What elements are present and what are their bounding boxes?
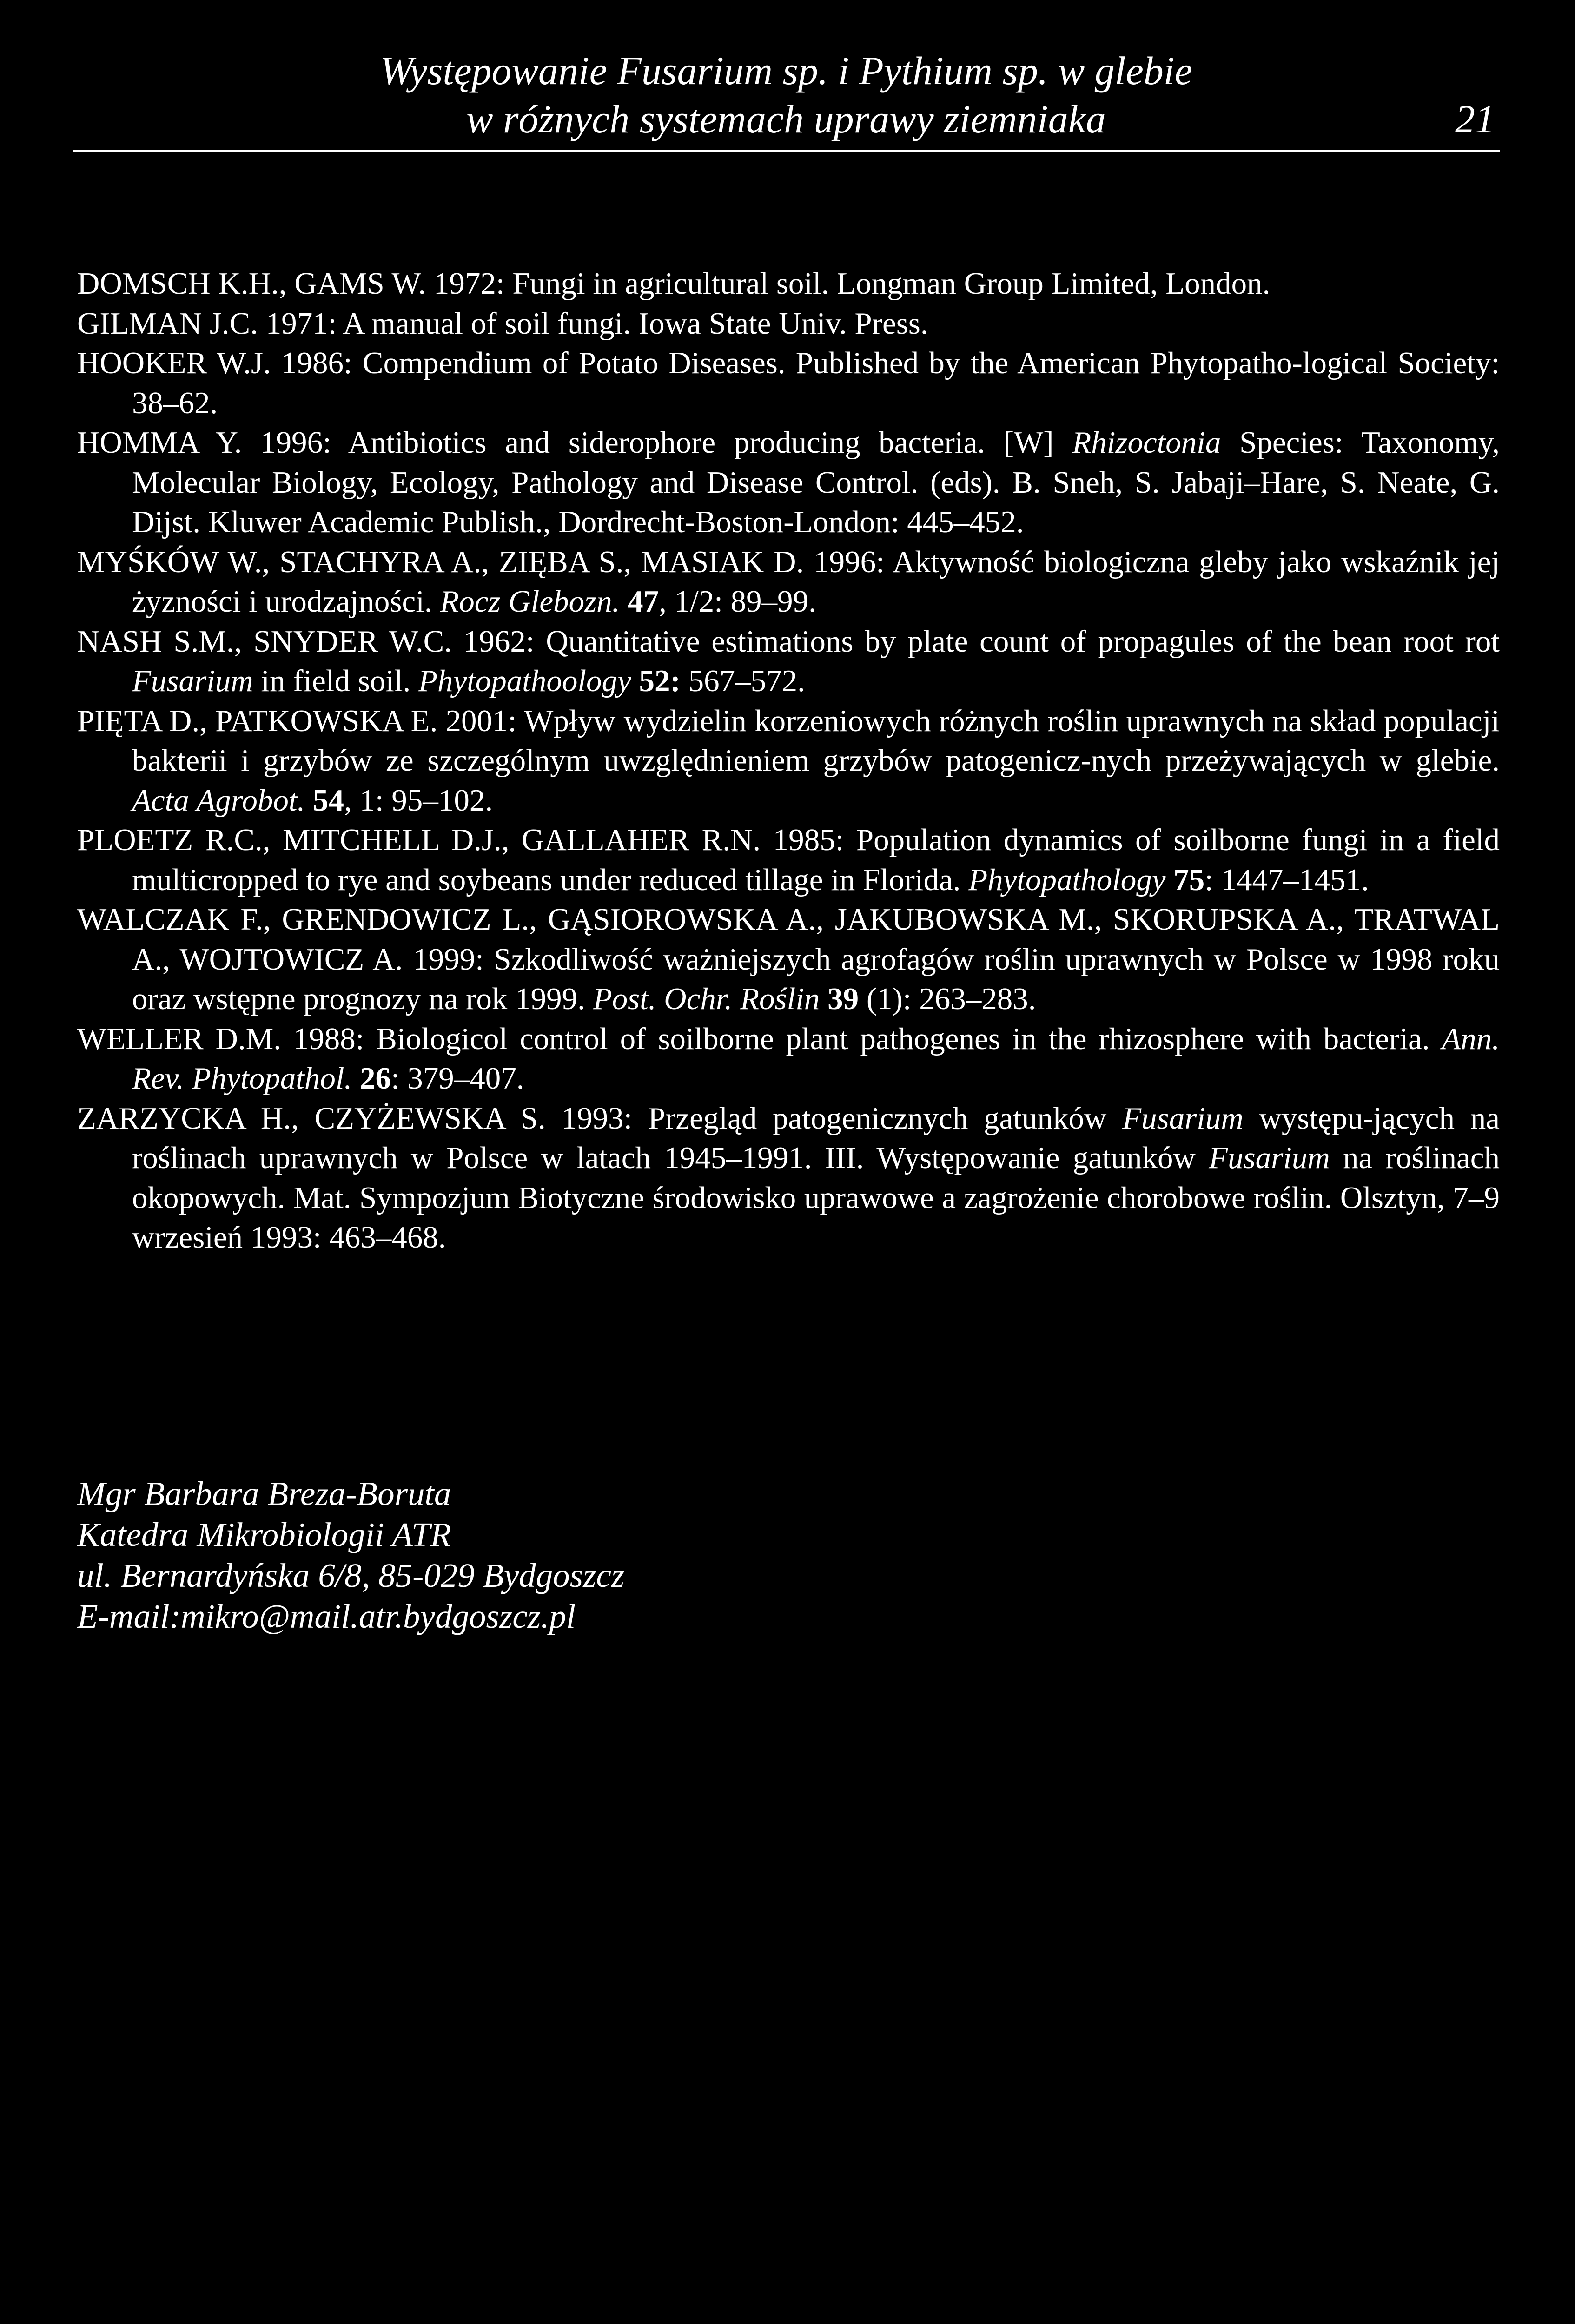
header-title-line-2-text: w różnych systemach uprawy ziemniaka: [466, 97, 1106, 141]
reference-text: GILMAN J.C. 1971: A manual of soil fungi. Iowa State Univ. Press.: [77, 306, 928, 341]
reference-italic-text: Fusarium: [1122, 1101, 1244, 1136]
page-number: 21: [1455, 97, 1495, 141]
reference-text: , 1/2: 89–99.: [659, 584, 816, 619]
reference-text: DOMSCH K.H., GAMS W. 1972: Fungi in agricultural soil. Longman Group Limited, London.: [77, 266, 1271, 301]
reference-text: PLOETZ R.C., MITCHELL D.J., GALLAHER R.N. 1985: Population dynamics of soilborne fungi in a field multicropped to rye and soybeans under reduced tillage in Florida.: [77, 823, 1500, 897]
reference-text: [820, 982, 827, 1016]
header-title-line-1: Występowanie Fusarium sp. i Pythium sp. w glebie: [380, 48, 1192, 93]
reference-text: [631, 664, 639, 698]
reference-entry: [77, 622, 1500, 701]
reference-volume-number: 47: [628, 584, 659, 619]
reference-text: WELLER D.M. 1988: Biologicol control of soilborne plant pathogenes in the rhizosphere with bacteria.: [77, 1021, 1442, 1056]
reference-entry: [77, 1019, 1500, 1099]
author-email: E-mail:mikro@mail.atr.bydgoszcz.pl: [77, 1598, 576, 1635]
author-name: Mgr Barbara Breza-Boruta: [77, 1475, 451, 1512]
reference-text: Species: Taxonomy, Molecular Biology, Ecology, Pathology and Disease Control. (eds). B. Sneh, S. Jabaji–Hare, S. Neate, G. Dijst. Kluwer Academic Publish., Dordrecht-Boston-London: 445–452.: [132, 425, 1500, 539]
reference-text: występu-jących na roślinach uprawnych w Polsce w latach 1945–1991. III. Występowanie gatunków: [132, 1101, 1500, 1175]
reference-entry: [77, 343, 1500, 423]
reference-text: HOOKER W.J. 1986: Compendium of Potato Diseases. Published by the American Phytopatho-logical Society: 38–62.: [77, 346, 1500, 420]
reference-entry: [77, 900, 1500, 1019]
reference-volume-number: 75: [1173, 862, 1205, 897]
reference-text: , 1: 95–102.: [344, 783, 493, 818]
reference-text: [1165, 863, 1173, 897]
running-header: [73, 46, 1500, 152]
reference-text: MYŚKÓW W., STACHYRA A., ZIĘBA S., MASIAK D. 1996: Aktywność biologiczna gleby jako wskaźnik jej żyzności i urodzajności.: [77, 544, 1500, 619]
reference-text: WALCZAK F., GRENDOWICZ L., GĄSIOROWSKA A., JAKUBOWSKA M., SKORUPSKA A., TRATWAL A., WOJTOWICZ A. 1999: Szkodliwość ważniejszych agrofagów roślin uprawnych w Polsce w 1998 roku oraz wstępne prognozy na rok 1999.: [77, 902, 1500, 1016]
reference-text: ZARZYCKA H., CZYŻEWSKA S. 1993: Przegląd patogenicznych gatunków: [77, 1101, 1123, 1136]
reference-volume-number: 39: [827, 982, 859, 1016]
reference-text: (1): 263–283.: [859, 982, 1036, 1016]
reference-entry: [77, 264, 1500, 304]
reference-italic-text: Rocz Glebozn.: [440, 584, 620, 619]
reference-italic-text: Phytopathology: [968, 862, 1166, 897]
reference-italic-text: Ann. Rev. Phytopathol.: [132, 1021, 1500, 1096]
reference-text: [305, 783, 313, 818]
reference-text: HOMMA Y. 1996: Antibiotics and siderophore producing bacteria. [W]: [77, 425, 1072, 460]
reference-text: : 1447–1451.: [1204, 862, 1369, 897]
reference-entry: [77, 701, 1500, 821]
reference-text: [620, 584, 628, 619]
reference-entry: [77, 1099, 1500, 1258]
reference-italic-text: Acta Agrobot.: [132, 783, 305, 818]
reference-entry: [77, 542, 1500, 622]
author-address-block: [77, 1473, 624, 1637]
reference-entry: [77, 304, 1500, 344]
reference-italic-text: Post. Ochr. Roślin: [593, 982, 820, 1016]
reference-text: NASH S.M., SNYDER W.C. 1962: Quantitative estimations by plate count of propagules of the bean root rot: [77, 624, 1500, 659]
reference-list: [77, 264, 1500, 1258]
header-title-line-2-with-rule: [73, 95, 1500, 152]
author-department: Katedra Mikrobiologii ATR: [77, 1516, 451, 1553]
reference-entry: [77, 820, 1500, 900]
reference-volume-number: 54: [312, 783, 344, 818]
reference-text: na roślinach okopowych. Mat. Sympozjum Biotyczne środowisko uprawowe a zagrożenie chorobowe roślin. Olsztyn, 7–9 wrzesień 1993: 463–468.: [132, 1141, 1500, 1254]
reference-text: [352, 1061, 360, 1096]
reference-text: : 379–407.: [390, 1061, 524, 1096]
reference-italic-text: Rhizoctonia: [1072, 425, 1221, 460]
reference-italic-text: Fusarium: [132, 664, 253, 698]
reference-text: in field soil.: [253, 664, 419, 698]
reference-text: 567–572.: [680, 664, 805, 698]
reference-italic-text: Phytopathoology: [418, 664, 631, 698]
reference-volume-number: 26: [359, 1061, 391, 1096]
reference-volume-number: 52:: [639, 664, 681, 698]
reference-entry: [77, 423, 1500, 542]
reference-italic-text: Fusarium: [1209, 1141, 1330, 1175]
author-street-address: ul. Bernardyńska 6/8, 85-029 Bydgoszcz: [77, 1557, 625, 1594]
reference-text: PIĘTA D., PATKOWSKA E. 2001: Wpływ wydzielin korzeniowych różnych roślin uprawnych na skład populacji bakterii i grzybów ze szczególnym uwzględnieniem grzybów patogenicz-nych przeżywających w glebie.: [77, 703, 1500, 778]
